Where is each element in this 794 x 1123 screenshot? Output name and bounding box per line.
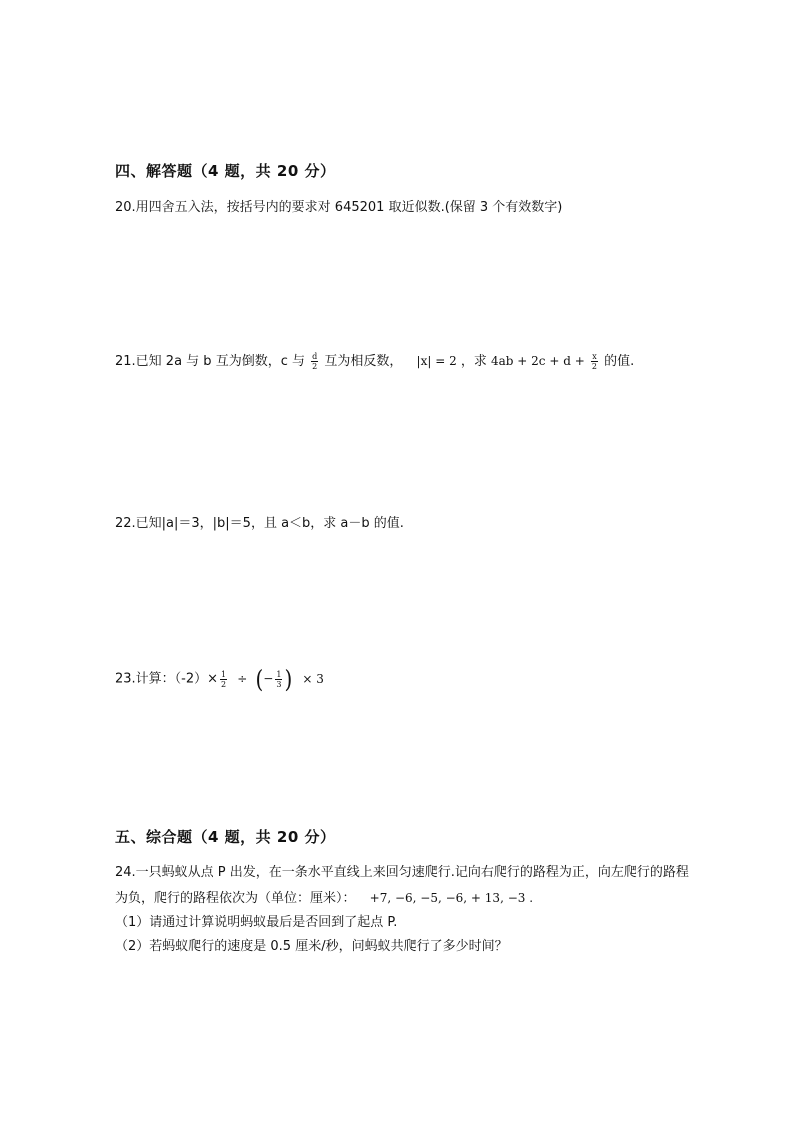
left-paren: (: [255, 664, 264, 694]
question-23: [115, 664, 324, 694]
question-23-prefix: 23.计算：（-2）×: [115, 671, 219, 687]
fraction-denominator: 2: [312, 362, 318, 371]
division-sign: ÷: [237, 671, 248, 686]
question-24-line-1: 24.一只蚂蚁从点 P 出发，在一条水平直线上来回匀速爬行.记向右爬行的路程为正，向左爬行的路程: [115, 865, 689, 880]
distance-values: +7, −6, −5, −6, + 13, −3 .: [369, 891, 534, 905]
question-21: [115, 350, 634, 371]
question-24-line-2-text: 为负，爬行的路程依次为（单位：厘米）：: [115, 891, 356, 906]
section-five-title: 五、综合题（4 题，共 20 分）: [115, 828, 336, 846]
question-22: 22.已知|a|＝3，|b|＝5，且 a＜b，求 a－b 的值.: [115, 516, 404, 531]
times-three: × 3: [302, 671, 324, 686]
abs-x-expression: |x| = 2: [416, 354, 457, 368]
fraction-numerator: 1: [221, 669, 227, 679]
question-21-suffix: 的值.: [604, 354, 635, 369]
question-21-prefix: 21.已知 2a 与 b 互为倒数，c 与: [115, 354, 305, 369]
question-24-part-1: （1）请通过计算说明蚂蚁最后是否回到了起点 P.: [115, 915, 398, 930]
target-expression: 4ab + 2c + d +: [491, 354, 585, 368]
fraction-one-third: [275, 670, 282, 689]
question-20: 20.用四舍五入法，按括号内的要求对 645201 取近似数.(保留 3 个有效数字): [115, 200, 563, 215]
fraction-numerator: x: [592, 352, 597, 361]
fraction-d-over-2: [311, 352, 318, 371]
question-24-part-2: （2）若蚂蚁爬行的速度是 0.5 厘米/秒，问蚂蚁共爬行了多少时间？: [115, 939, 508, 954]
fraction-one-half: [220, 670, 227, 689]
fraction-denominator: 3: [276, 679, 282, 689]
fraction-numerator: d: [312, 352, 318, 361]
question-21-ask: ，求: [460, 354, 487, 369]
fraction-denominator: 2: [221, 679, 227, 689]
section-four-title: 四、解答题（4 题，共 20 分）: [115, 162, 336, 180]
fraction-x-over-2: [591, 352, 598, 371]
right-paren: ): [284, 664, 293, 694]
fraction-denominator: 2: [591, 362, 597, 371]
question-21-mid: 互为相反数，: [324, 354, 403, 369]
fraction-numerator: 1: [276, 669, 282, 679]
negative-sign: −: [263, 671, 274, 686]
question-24-line-2: [115, 887, 533, 906]
